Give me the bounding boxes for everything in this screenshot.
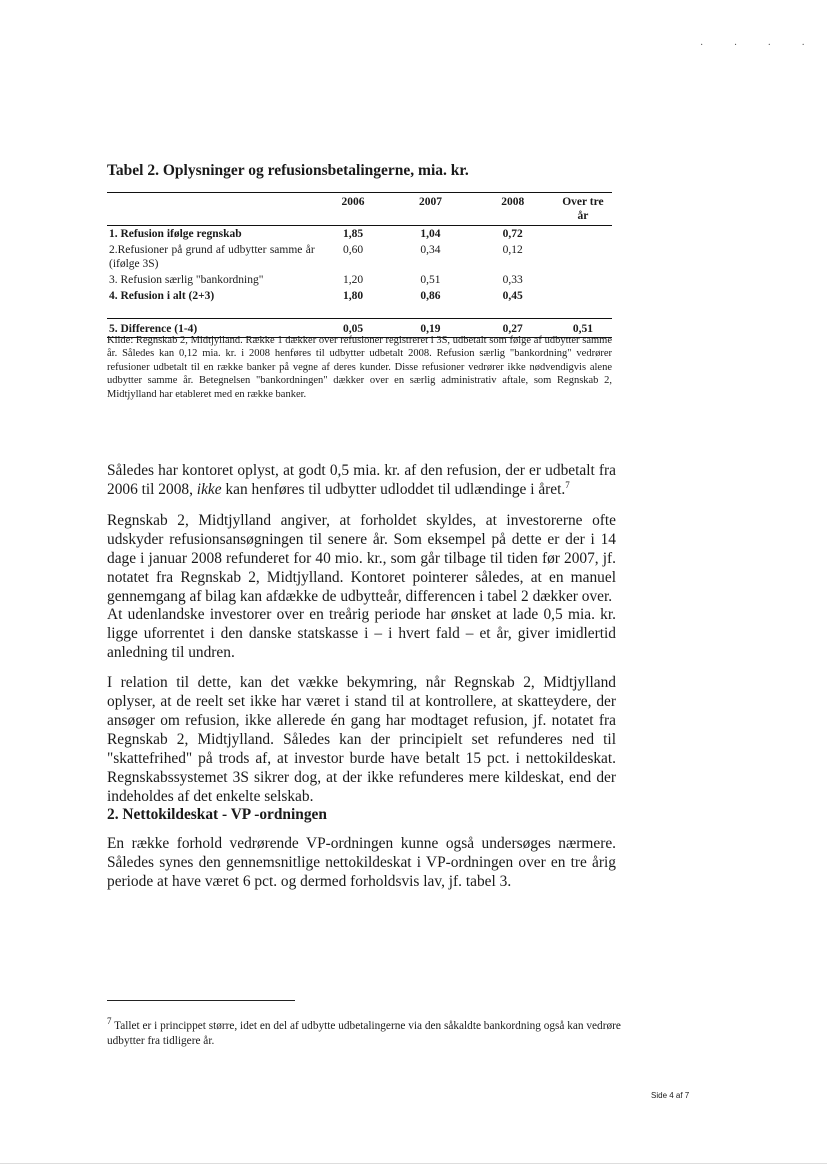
row-label: 2.Refusioner på grund af udbytter samme år (ifølge 3S) [109, 244, 315, 270]
paragraph-4: I relation til dette, kan det vække bekymring, når Regnskab 2, Midtjylland oplyser, at de reelt set ikke har været i stand til at kontrollere, at skatteydere, der ansøger om refusion, ikke allerede én gang har modtaget refusion, jf. notatet fra Regnskab 2, Midtjylland. Således kan der principielt set refunderes ned til "skattefrihed" på trods af, at investor burde have betalt 15 pct. i nettokildeskat. Regnskabssystemet 3S sikrer dog, at der ikke refunderes mere kildeskat, end der indeholdes af det enkelte selskab. [107, 674, 616, 805]
footnote-divider [107, 1000, 295, 1001]
section-heading: 2. Nettokildeskat - VP -ordningen [107, 806, 327, 823]
page-number: Side 4 af 7 [651, 1091, 690, 1100]
table-header-2008: 2008 [472, 193, 554, 226]
cell-2008: 0,27 [472, 319, 554, 338]
footnote-text: Tallet er i princippet større, idet en del af udbytte udbetalingerne via den såkaldte bankordning også kan vedrøre udbytter fra tidligere år. [107, 1020, 621, 1047]
table-source-note: Kilde: Regnskab 2, Midtjylland. Række 1 dækker over refusioner registreret i 3S, udbetalt som følge af udbytter samme år. Således kan 0,12 mia. kr. i 2008 henføres til udbytter udbetalt 2008. Refusion særlig "bankordning" vedrører refusioner udbetalt til en række banker på vegne af deres kunder. Disse refusioner vedrører ikke nødvendigvis alene udbytter samme år. Betegnelsen "bankordningen" dækker over en særlig administrativ aftale, som Regnskab 2, Midtjylland har etableret med en række banker. [107, 335, 612, 400]
paragraph-1-emphasis: ikke [196, 481, 222, 498]
cell-2006: 1,85 [342, 228, 364, 240]
table-title: Tabel 2. Oplysninger og refusionsbetalingerne, mia. kr. [107, 162, 469, 179]
footnote-ref: 7 [565, 479, 570, 490]
cell-2006: 0,05 [317, 319, 390, 338]
table-row [107, 226, 612, 243]
paragraph-1-before: Således har kontoret oplyst, at godt 0,5 mia. kr. af den refusion, der er udbetalt fra 2006 til 2008, [107, 462, 616, 498]
row-label: 5. Difference (1-4) [107, 319, 317, 338]
table-row [107, 288, 612, 304]
cell-2006: 0,60 [342, 244, 364, 256]
cell-over [554, 226, 612, 243]
cell-2007: 0,34 [420, 244, 441, 256]
cell-2007: 0,51 [420, 274, 441, 286]
footnote-number: 7 [107, 1016, 112, 1027]
cell-2006: 1,80 [342, 290, 364, 302]
cell-over [554, 288, 612, 304]
footnote [107, 1016, 622, 1049]
row-label: 1. Refusion ifølge regnskab [109, 228, 242, 240]
cell-2006: 1,20 [342, 274, 364, 286]
cell-2008: 0,72 [502, 228, 523, 240]
cell-2008: 0,45 [502, 290, 523, 302]
cell-over [554, 242, 612, 272]
page-bottom-edge [0, 1163, 827, 1164]
paragraph-1-after: kan henføres til udbytter udloddet til udlændinge i året. [225, 481, 566, 498]
cell-2008: 0,12 [502, 244, 523, 256]
table-header-row [107, 193, 612, 226]
row-label: 3. Refusion særlig "bankordning" [109, 274, 264, 286]
cell-2007: 0,86 [420, 290, 441, 302]
table-row [107, 242, 612, 272]
table-header-label [107, 193, 317, 226]
cell-2007: 1,04 [420, 228, 441, 240]
table-header-2006: 2006 [317, 193, 390, 226]
cell-2007: 0,19 [389, 319, 471, 338]
table-header-2007: 2007 [389, 193, 471, 226]
table-spacer-row [107, 304, 612, 319]
paragraph-5: En række forhold vedrørende VP-ordningen kunne også undersøges nærmere. Således synes den gennemsnitlige nettokildeskat i VP-ordningen over en tre årig periode at have været 6 pct. og dermed forholdsvis lav, jf. tabel 3. [107, 835, 616, 890]
cell-over [554, 272, 612, 288]
cell-2008: 0,33 [502, 274, 523, 286]
paragraph-3: At udenlandske investorer over en treårig periode har ønsket at lade 0,5 mia. kr. ligge uforrentet i den danske statskasse i – i hvert fald – et år, giver imidlertid anledning til undren. [107, 606, 616, 661]
cell-over: 0,51 [554, 319, 612, 338]
table-row [107, 272, 612, 288]
paragraph-1 [107, 461, 616, 499]
paragraph-2: Regnskab 2, Midtjylland angiver, at forholdet skyldes, at investorerne ofte udskyder refusionsansøgningen til senere år. Som eksempel på dette er der i 14 dage i januar 2008 refunderet for 40 mio. kr., som går tilbage til tiden før 2007, jf. notatet fra Regnskab 2, Midtjylland. Kontoret pointerer således, at en manuel gennemgang af bilag kan afdække de udbytteår, differencen i tabel 2 dækker over. [107, 512, 616, 605]
refund-table [107, 192, 612, 338]
table-header-over-tre-aar: Over tre år [554, 193, 612, 226]
scan-specks: · · · · [700, 40, 819, 51]
row-label: 4. Refusion i alt (2+3) [109, 290, 215, 302]
